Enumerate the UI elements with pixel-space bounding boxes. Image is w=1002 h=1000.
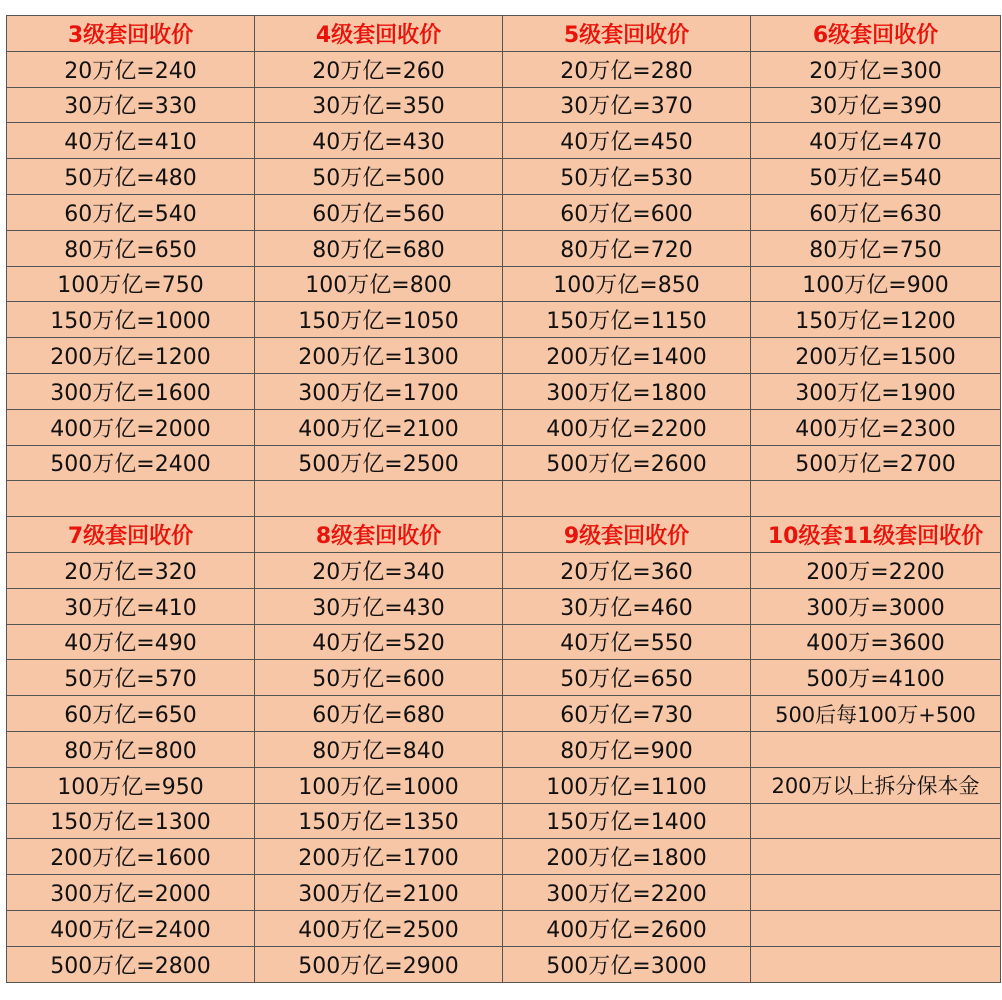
- price-cell: 150万亿=1300: [7, 803, 255, 839]
- table-row: [7, 875, 1001, 911]
- price-cell: 80万亿=750: [751, 230, 1001, 266]
- price-cell: 80万亿=900: [503, 731, 751, 767]
- table-row: [7, 731, 1001, 767]
- price-table: [6, 15, 1001, 983]
- price-cell: 300万亿=1700: [255, 373, 503, 409]
- table-row: [7, 123, 1001, 159]
- price-cell: 400万亿=2000: [7, 409, 255, 445]
- price-cell: 200万亿=1700: [255, 839, 503, 875]
- price-cell: 500万亿=2600: [503, 445, 751, 481]
- price-cell: 200万亿=1400: [503, 338, 751, 374]
- header-cell: 6级套回收价: [751, 16, 1001, 52]
- price-cell: 100万亿=850: [503, 266, 751, 302]
- price-cell: 30万亿=460: [503, 588, 751, 624]
- price-cell: 100万亿=750: [7, 266, 255, 302]
- empty-cell: [751, 839, 1001, 875]
- price-cell: 30万亿=430: [255, 588, 503, 624]
- table-row: [7, 445, 1001, 481]
- price-cell: 50万亿=530: [503, 159, 751, 195]
- price-cell: 50万亿=500: [255, 159, 503, 195]
- price-cell: 30万亿=390: [751, 87, 1001, 123]
- price-cell: 60万亿=630: [751, 194, 1001, 230]
- price-cell: 80万亿=840: [255, 731, 503, 767]
- spacer-row: [7, 481, 1001, 517]
- table-row: [7, 51, 1001, 87]
- header-row: [7, 16, 1001, 52]
- price-cell: 60万亿=730: [503, 696, 751, 732]
- price-cell: 80万亿=650: [7, 230, 255, 266]
- price-cell: 150万亿=1050: [255, 302, 503, 338]
- table-row: [7, 696, 1001, 732]
- header-row: [7, 517, 1001, 553]
- price-cell: 40万亿=550: [503, 624, 751, 660]
- price-cell: 80万亿=720: [503, 230, 751, 266]
- price-cell: 500万=4100: [751, 660, 1001, 696]
- price-cell: 40万亿=520: [255, 624, 503, 660]
- price-cell: 20万亿=340: [255, 552, 503, 588]
- table-row: [7, 87, 1001, 123]
- price-cell: 60万亿=560: [255, 194, 503, 230]
- price-cell: 300万亿=1800: [503, 373, 751, 409]
- price-cell: 80万亿=680: [255, 230, 503, 266]
- table-row: [7, 373, 1001, 409]
- price-cell: 50万亿=600: [255, 660, 503, 696]
- price-cell: 20万亿=360: [503, 552, 751, 588]
- price-cell: 500万亿=2800: [7, 946, 255, 982]
- price-cell: 150万亿=1400: [503, 803, 751, 839]
- table-row: [7, 302, 1001, 338]
- price-cell: 150万亿=1000: [7, 302, 255, 338]
- price-cell: 300万=3000: [751, 588, 1001, 624]
- bottom-section: [7, 517, 1001, 982]
- table-row: [7, 266, 1001, 302]
- price-cell: 500万亿=2700: [751, 445, 1001, 481]
- top-section: [7, 16, 1001, 517]
- empty-cell: [7, 481, 255, 517]
- table-row: [7, 946, 1001, 982]
- price-cell: 200万=2200: [751, 552, 1001, 588]
- price-cell: 400万亿=2400: [7, 910, 255, 946]
- table-row: [7, 839, 1001, 875]
- price-cell: 50万亿=570: [7, 660, 255, 696]
- price-cell: 40万亿=410: [7, 123, 255, 159]
- price-cell: 200万亿=1300: [255, 338, 503, 374]
- price-cell: 60万亿=540: [7, 194, 255, 230]
- table-row: [7, 624, 1001, 660]
- price-cell: 500万亿=2500: [255, 445, 503, 481]
- price-cell: 300万亿=1600: [7, 373, 255, 409]
- price-cell: 400万=3600: [751, 624, 1001, 660]
- price-cell: 150万亿=1350: [255, 803, 503, 839]
- table-row: [7, 159, 1001, 195]
- price-cell: 40万亿=430: [255, 123, 503, 159]
- price-cell: 500万亿=2400: [7, 445, 255, 481]
- table-row: [7, 338, 1001, 374]
- table-row: [7, 552, 1001, 588]
- price-cell: 100万亿=900: [751, 266, 1001, 302]
- note-cell: 500后每100万+500: [751, 696, 1001, 732]
- price-cell: 60万亿=650: [7, 696, 255, 732]
- table-row: [7, 194, 1001, 230]
- header-cell: 9级套回收价: [503, 517, 751, 553]
- price-cell: 100万亿=950: [7, 767, 255, 803]
- price-cell: 400万亿=2100: [255, 409, 503, 445]
- price-cell: 40万亿=490: [7, 624, 255, 660]
- price-cell: 200万亿=1800: [503, 839, 751, 875]
- header-cell: 8级套回收价: [255, 517, 503, 553]
- price-cell: 150万亿=1200: [751, 302, 1001, 338]
- price-cell: 60万亿=600: [503, 194, 751, 230]
- price-cell: 300万亿=2200: [503, 875, 751, 911]
- price-cell: 200万亿=1600: [7, 839, 255, 875]
- price-cell: 50万亿=540: [751, 159, 1001, 195]
- price-cell: 20万亿=240: [7, 51, 255, 87]
- empty-cell: [751, 910, 1001, 946]
- price-cell: 20万亿=280: [503, 51, 751, 87]
- price-cell: 60万亿=680: [255, 696, 503, 732]
- price-cell: 400万亿=2600: [503, 910, 751, 946]
- empty-cell: [751, 481, 1001, 517]
- price-cell: 20万亿=320: [7, 552, 255, 588]
- price-cell: 200万亿=1500: [751, 338, 1001, 374]
- price-cell: 50万亿=480: [7, 159, 255, 195]
- table-row: [7, 230, 1001, 266]
- price-cell: 40万亿=470: [751, 123, 1001, 159]
- price-cell: 100万亿=800: [255, 266, 503, 302]
- header-cell: 7级套回收价: [7, 517, 255, 553]
- note-cell: 200万以上拆分保本金: [751, 767, 1001, 803]
- table-row: [7, 910, 1001, 946]
- price-cell: 400万亿=2500: [255, 910, 503, 946]
- table-row: [7, 409, 1001, 445]
- price-cell: 150万亿=1150: [503, 302, 751, 338]
- empty-cell: [751, 803, 1001, 839]
- header-cell: 3级套回收价: [7, 16, 255, 52]
- price-cell: 100万亿=1100: [503, 767, 751, 803]
- table-row: [7, 588, 1001, 624]
- price-cell: 50万亿=650: [503, 660, 751, 696]
- price-cell: 30万亿=410: [7, 588, 255, 624]
- price-cell: 500万亿=3000: [503, 946, 751, 982]
- price-cell: 80万亿=800: [7, 731, 255, 767]
- price-cell: 100万亿=1000: [255, 767, 503, 803]
- price-cell: 20万亿=260: [255, 51, 503, 87]
- price-cell: 400万亿=2300: [751, 409, 1001, 445]
- table-row: [7, 767, 1001, 803]
- table-row: [7, 803, 1001, 839]
- empty-cell: [503, 481, 751, 517]
- empty-cell: [255, 481, 503, 517]
- price-cell: 300万亿=2000: [7, 875, 255, 911]
- price-cell: 300万亿=1900: [751, 373, 1001, 409]
- header-cell: 4级套回收价: [255, 16, 503, 52]
- header-cell: 5级套回收价: [503, 16, 751, 52]
- price-cell: 20万亿=300: [751, 51, 1001, 87]
- empty-cell: [751, 731, 1001, 767]
- price-cell: 400万亿=2200: [503, 409, 751, 445]
- price-cell: 500万亿=2900: [255, 946, 503, 982]
- price-cell: 40万亿=450: [503, 123, 751, 159]
- header-cell: 10级套11级套回收价: [751, 517, 1001, 553]
- empty-cell: [751, 875, 1001, 911]
- price-cell: 200万亿=1200: [7, 338, 255, 374]
- price-cell: 30万亿=330: [7, 87, 255, 123]
- price-cell: 30万亿=350: [255, 87, 503, 123]
- price-cell: 30万亿=370: [503, 87, 751, 123]
- price-cell: 300万亿=2100: [255, 875, 503, 911]
- table-row: [7, 660, 1001, 696]
- empty-cell: [751, 946, 1001, 982]
